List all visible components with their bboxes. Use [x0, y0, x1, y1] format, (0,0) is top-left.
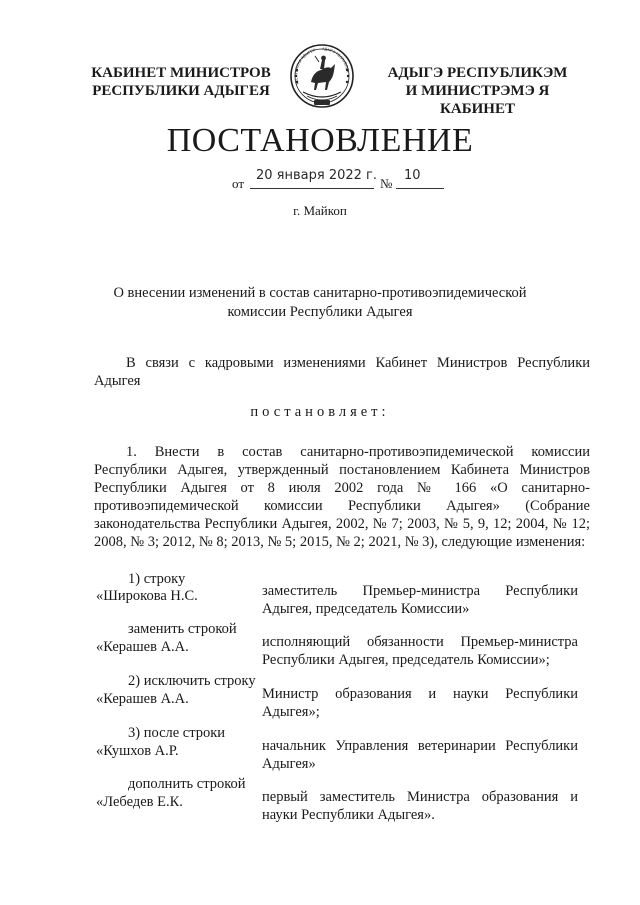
coat-of-arms-emblem [289, 38, 355, 112]
emblem-arc-text-right: АДЫГЭ РЕСПУБЛИК [321, 46, 350, 73]
change-heading: 3) после строки [128, 725, 226, 741]
change-heading: дополнить строкой [128, 776, 246, 792]
item-1-paragraph: 1. Внести в состав санитарно-противоэпидемической комиссии Республики Адыгея, утвержденный постановлением Кабинета Министров Республики Адыгея от 8 июля 2002 года № 166 «О санитарно-противоэпидемической комиссии Республики Адыгея» (Собрание законодательства Республики Адыгея, 2002, № 7; 2003, № 5, 9, 12; 2004, № 12; 2008, № 3; 2012, № 8; 2013, № 5; 2015, № 2; 2021, № 3), следующие изменения: [94, 444, 590, 550]
city: г. Майкоп [293, 203, 347, 218]
issuer-line-2: РЕСПУБЛИКИ АДЫГЕЯ [92, 83, 270, 99]
issuer-line-1: КАБИНЕТ МИНИСТРОВ [91, 65, 271, 81]
subject-line-2: комиссии Республики Адыгея [227, 304, 413, 320]
emblem-arc-text-left: РЕСПУБЛИКА АДЫГЕЯ [294, 48, 316, 86]
issuer-name-russian [86, 64, 276, 100]
document-type-title: ПОСТАНОВЛЕНИЕ [166, 122, 474, 159]
date-underline [250, 188, 374, 189]
intro-paragraph: В связи с кадровыми изменениями Кабинет Министров Республики Адыгея [94, 355, 590, 389]
change-person-position: первый заместитель Министра образования и науки Республики Адыгея». [262, 789, 578, 823]
number-value: 10 [404, 168, 421, 183]
date-prefix: от [232, 176, 245, 191]
change-person-position: исполняющий обязанности Премьер-министра Республики Адыгея, председатель Комиссии»; [262, 634, 578, 668]
change-person-name: «Лебедев Е.К. [96, 794, 183, 810]
change-person-name: «Широкова Н.С. [96, 588, 198, 604]
change-heading: 1) строку [128, 571, 186, 587]
document-subject [110, 284, 530, 322]
resolves-heading: постановляет: [250, 404, 390, 420]
change-person-position: Министр образования и науки Республики Адыгея»; [262, 686, 578, 720]
issuer-name-adyghe [370, 64, 585, 118]
change-heading: заменить строкой [128, 621, 237, 637]
change-heading: 2) исключить строку [128, 673, 256, 689]
change-person-position: заместитель Премьер-министра Республики Адыгея, председатель Комиссии» [262, 583, 578, 617]
change-person-name: «Керашев А.А. [96, 639, 189, 655]
date-number-line [228, 168, 458, 192]
issuer-line-2: И МИНИСТРЭМЭ Я КАБИНЕТ [405, 83, 550, 117]
date-value: 20 января 2022 г. [256, 168, 378, 183]
subject-line-1: О внесении изменений в состав санитарно-противоэпидемической [113, 285, 527, 301]
change-person-position: начальник Управления ветеринарии Республики Адыгея» [262, 738, 578, 772]
issuer-line-1: АДЫГЭ РЕСПУБЛИКЭМ [387, 65, 568, 81]
number-prefix: № [380, 176, 393, 191]
change-person-name: «Керашев А.А. [96, 691, 189, 707]
change-person-name: «Кушхов А.Р. [96, 743, 179, 759]
number-underline [396, 188, 444, 189]
